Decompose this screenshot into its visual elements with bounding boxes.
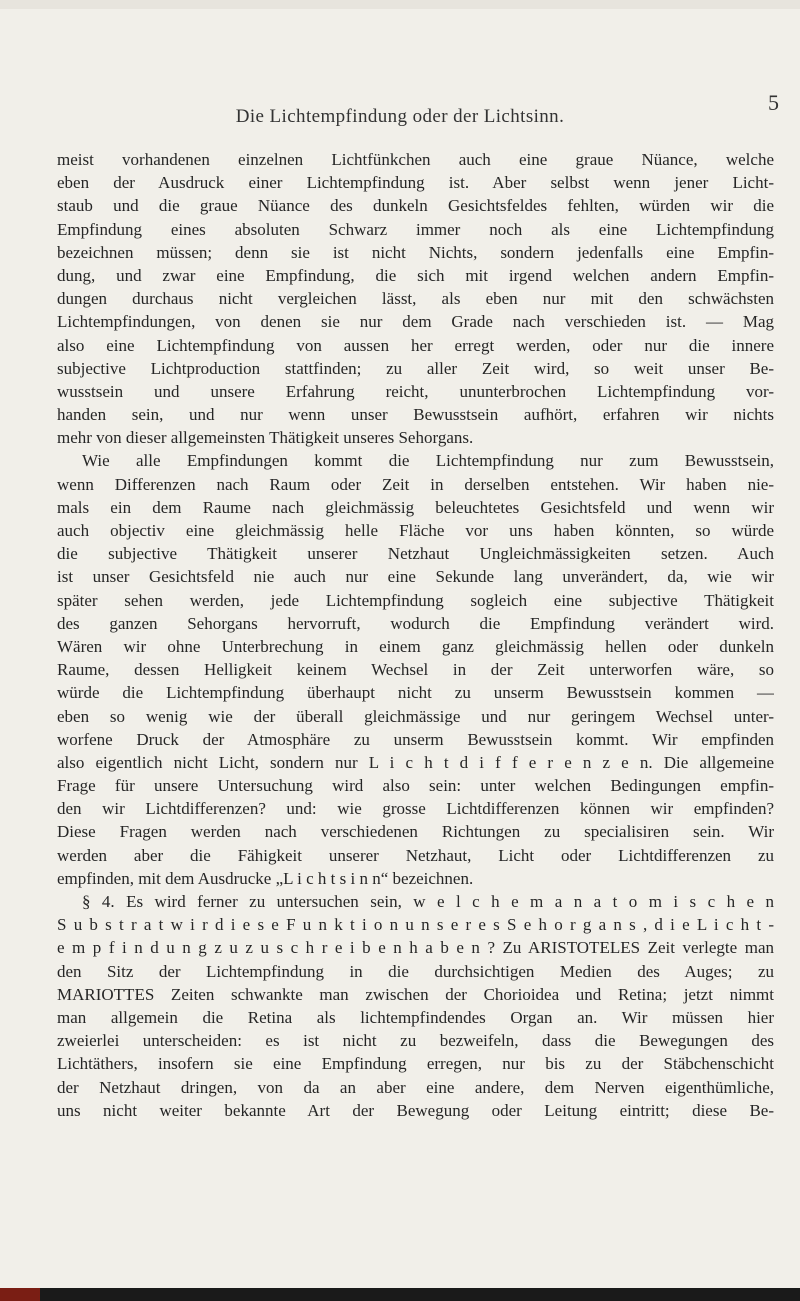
body-text xyxy=(57,148,774,1122)
text-line: auch objectiv eine gleichmässig helle Fläche vor uns haben könnten, so würde xyxy=(57,521,774,540)
text-line: die subjective Thätigkeit unserer Netzhaut Ungleichmässigkeiten setzen. Auch xyxy=(57,544,774,564)
text-line: mals ein dem Raume nach gleichmässig beleuchtetes Gesichtsfeld und wenn wir xyxy=(57,497,774,517)
scan-bottom-edge xyxy=(0,1288,800,1301)
text-line: Frage für unsere Untersuchung wird also sein: unter welchen Bedingungen empfin- xyxy=(57,776,774,796)
running-title: Die Lichtempfindung oder der Lichtsinn. xyxy=(235,106,565,127)
text-line: zweierlei unterscheiden: es ist nicht zu bezweifeln, dass die Bewegungen des xyxy=(57,1031,774,1051)
text-line: Empfindung eines absoluten Schwarz immer noch als eine Lichtempfindung xyxy=(57,219,774,239)
text-line: § 4. Es wird ferner zu untersuchen sein, w e l c h e m a n a t o m i s c h e n xyxy=(82,892,774,911)
text-line: eben der Ausdruck einer Lichtempfindung ist. Aber selbst wenn jener Licht- xyxy=(57,173,774,193)
text-line: Diese Fragen werden nach verschiedenen Richtungen zu specialisiren sein. Wir xyxy=(57,822,774,842)
text-line: ist unser Gesichtsfeld nie auch nur eine Sekunde lang unverändert, da, wie wir xyxy=(57,567,774,587)
text-line: subjective Lichtproduction stattfinden; zu aller Zeit wird, so weit unser Be- xyxy=(57,358,774,378)
text-line: uns nicht weiter bekannte Art der Bewegung oder Leitung eintritt; diese Be- xyxy=(57,1100,774,1120)
text-line: Raume, dessen Helligkeit keinem Wechsel in der Zeit unterworfen wäre, so xyxy=(57,660,774,680)
text-line: wenn Differenzen nach Raum oder Zeit in derselben entstehen. Wir haben nie- xyxy=(57,474,774,494)
text-line: dungen durchaus nicht vergleichen lässt, als eben nur mit den schwächsten xyxy=(57,289,774,309)
text-line: also eigentlich nicht Licht, sondern nur L i c h t d i f f e r e n z e n. Die allgemeine xyxy=(57,752,774,772)
text-line: würde die Lichtempfindung überhaupt nicht zu unserm Bewusstsein kommen — xyxy=(57,683,774,703)
text-line: später sehen werden, jede Lichtempfindung sogleich eine subjective Thätigkeit xyxy=(57,590,774,610)
text-line: worfene Druck der Atmosphäre zu unserm Bewusstsein kommt. Wir empfinden xyxy=(57,729,774,749)
text-line: dung, und zwar eine Empfindung, die sich mit irgend welchen andern Empfin- xyxy=(57,265,774,285)
text-line: staub und die graue Nüance des dunkeln Gesichtsfeldes fehlten, würden wir die xyxy=(57,196,774,216)
text-line: meist vorhandenen einzelnen Lichtfünkchen auch eine graue Nüance, welche xyxy=(57,150,774,169)
text-line: Lichtäthers, insofern sie eine Empfindung erregen, nur bis zu der Stäbchenschicht xyxy=(57,1054,774,1074)
text-line: Lichtempfindungen, von denen sie nur dem Grade nach verschieden ist. — Mag xyxy=(57,312,774,332)
text-line: eben so wenig wie der überall gleichmässige und nur geringem Wechsel unter- xyxy=(57,706,774,726)
text-line: wusstsein und unsere Erfahrung reicht, ununterbrochen Lichtempfindung vor- xyxy=(57,381,774,401)
text-line: e m p f i n d u n g z u z u s c h r e i b e n h a b e n ? Zu ARISTOTELES Zeit verlegte man xyxy=(57,938,774,958)
scan-color-strip xyxy=(0,1288,40,1301)
text-line: den Sitz der Lichtempfindung in die durchsichtigen Medien des Auges; zu xyxy=(57,961,774,981)
text-line: MARIOTTES Zeiten schwankte man zwischen der Chorioidea und Retina; jetzt nimmt xyxy=(57,984,774,1004)
text-line: mehr von dieser allgemeinsten Thätigkeit unseres Sehorgans. xyxy=(57,428,474,448)
text-line: empfinden, mit dem Ausdrucke „L i c h t s i n n“ bezeichnen. xyxy=(57,868,474,888)
text-line: des ganzen Sehorgans hervorruft, wodurch die Empfindung verändert wird. xyxy=(57,613,774,633)
text-line: Wie alle Empfindungen kommt die Lichtempfindung nur zum Bewusstsein, xyxy=(82,451,774,471)
text-line: Wären wir ohne Unterbrechung in einem ganz gleichmässig hellen oder dunkeln xyxy=(57,636,774,656)
text-line: bezeichnen müssen; denn sie ist nicht Nichts, sondern jedenfalls eine Empfin- xyxy=(57,242,774,262)
text-line: handen sein, und nur wenn unser Bewusstsein aufhört, erfahren wir nichts xyxy=(57,405,774,425)
text-line: man allgemein die Retina als lichtempfindendes Organ an. Wir müssen hier xyxy=(57,1007,774,1027)
text-line: also eine Lichtempfindung von aussen her erregt werden, oder nur die innere xyxy=(57,335,774,355)
text-line: der Netzhaut dringen, von da an aber eine andere, dem Nerven eigenthümliche, xyxy=(57,1077,774,1097)
page-number: 5 xyxy=(768,90,779,115)
text-line: S u b s t r a t w i r d i e s e F u n k t i o n u n s e r e s S e h o r g a n s , d i e L i c h t - xyxy=(57,915,774,935)
text-line: den wir Lichtdifferenzen? und: wie grosse Lichtdifferenzen können wir empfinden? xyxy=(57,799,774,819)
text-line: werden aber die Fähigkeit unserer Netzhaut, Licht oder Lichtdifferenzen zu xyxy=(57,845,774,865)
